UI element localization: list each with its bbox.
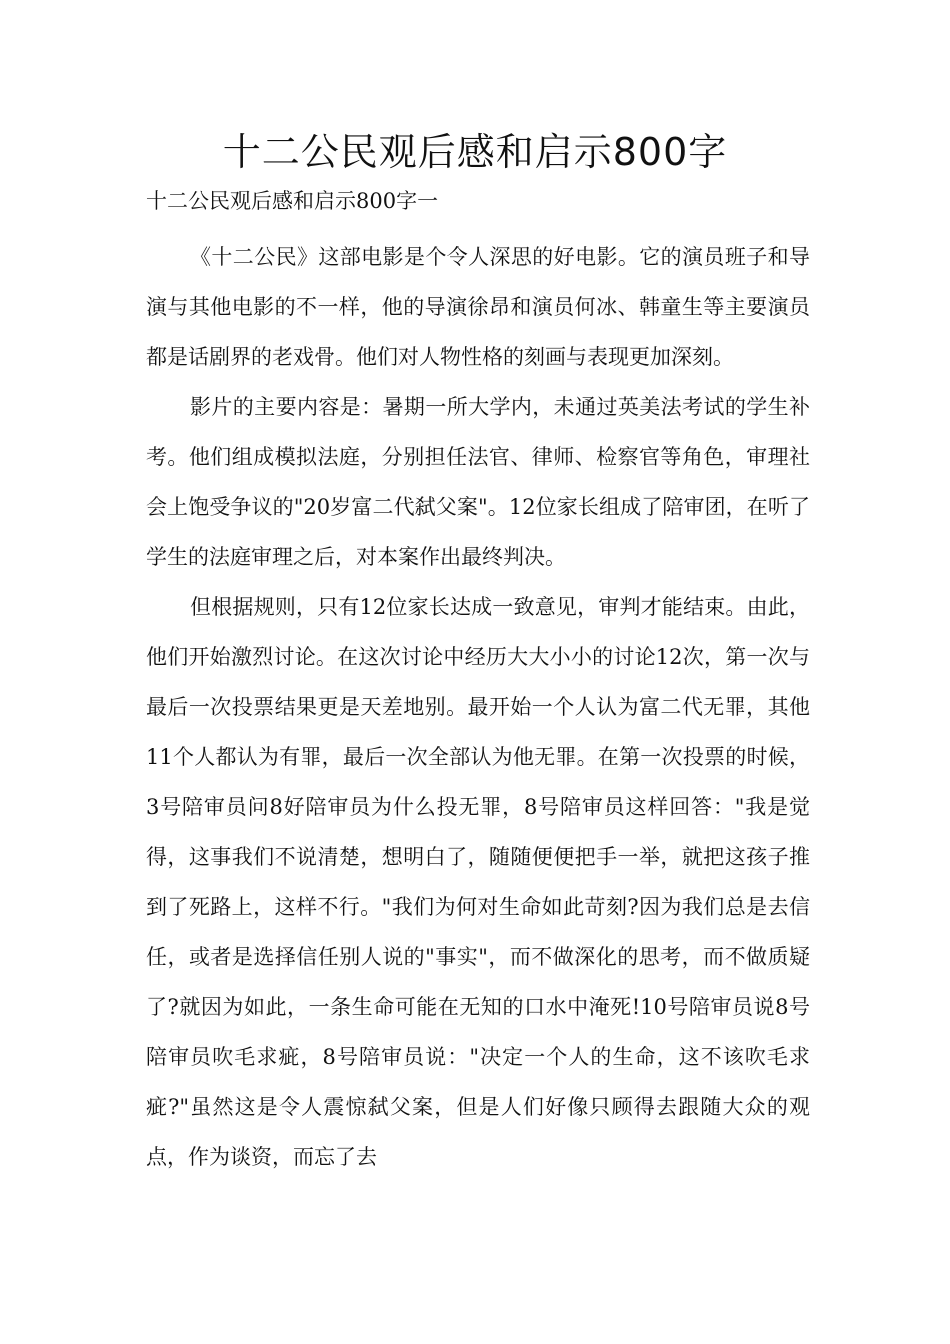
document-body — [146, 232, 810, 1182]
document-subtitle: 十二公民观后感和启示800字一 — [146, 189, 439, 213]
paragraph: 《十二公民》这部电影是个令人深思的好电影。它的演员班子和导演与其他电影的不一样，他的导演徐昂和演员何冰、韩童生等主要演员都是话剧界的老戏骨。他们对人物性格的刻画与表现更加深刻。 — [146, 245, 810, 369]
paragraph: 但根据规则，只有12位家长达成一致意见，审判才能结束。由此，他们开始激烈讨论。在这次讨论中经历大大小小的讨论12次，第一次与最后一次投票结果更是天差地别。最开始一个人认为富二代无罪，其他11个人都认为有罪，最后一次全部认为他无罪。在第一次投票的时候，3号陪审员问8好陪审员为什么投无罪，8号陪审员这样回答："我是觉得，这事我们不说清楚，想明白了，随随便便把手一举，就把这孩子推到了死路上，这样不行。"我们为何对生命如此苛刻?因为我们总是去信任，或者是选择信任别人说的"事实"，而不做深化的思考，而不做质疑了?就因为如此，一条生命可能在无知的口水中淹死!10号陪审员说8号陪审员吹毛求疵，8号陪审员说："决定一个人的生命，这不该吹毛求疵?"虽然这是令人震惊弑父案，但是人们好像只顾得去跟随大众的观点，作为谈资，而忘了去 — [146, 595, 810, 1169]
document-title: 十二公民观后感和启示800字 — [222, 130, 728, 174]
paragraph: 影片的主要内容是：暑期一所大学内，未通过英美法考试的学生补考。他们组成模拟法庭，分别担任法官、律师、检察官等角色，审理社会上饱受争议的"20岁富二代弑父案"。12位家长组成了陪审团，在听了学生的法庭审理之后，对本案作出最终判决。 — [146, 395, 810, 569]
